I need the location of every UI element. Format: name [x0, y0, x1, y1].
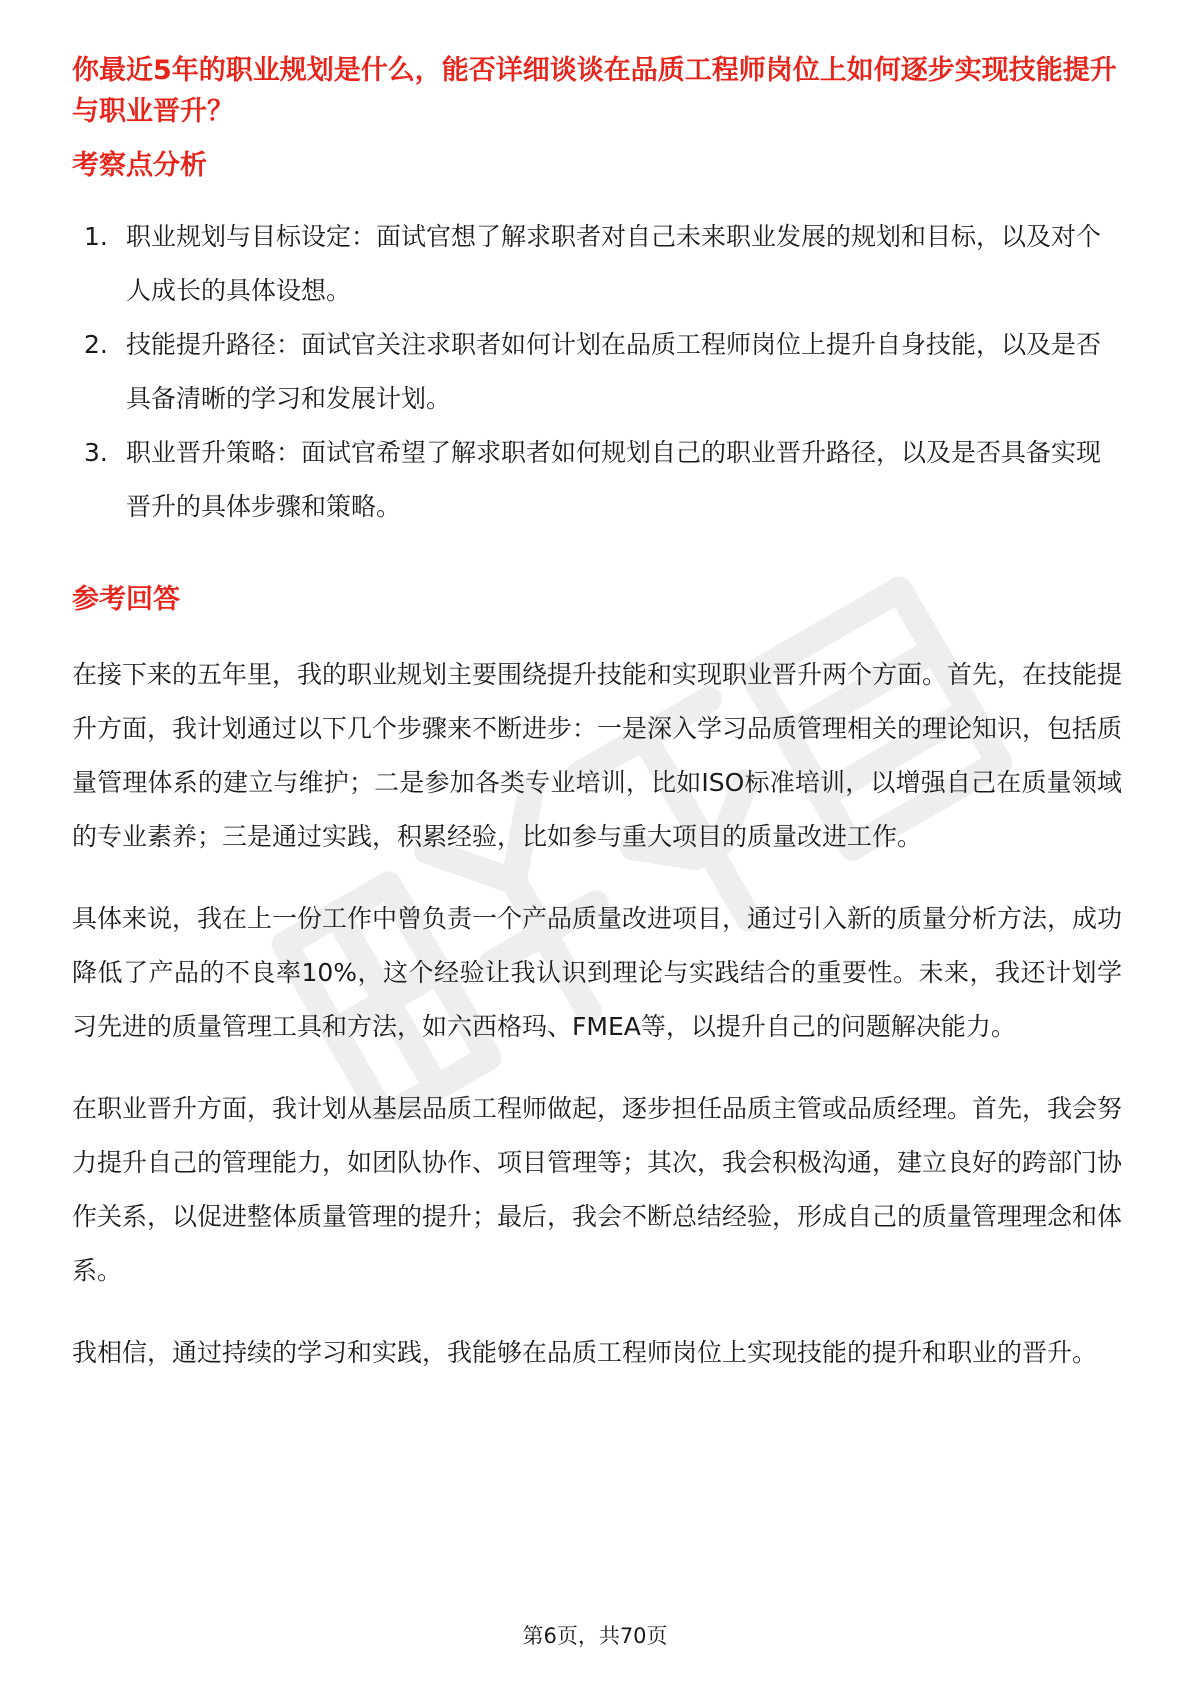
answer-paragraph: 在接下来的五年里，我的职业规划主要围绕提升技能和实现职业晋升两个方面。首先，在技能提升方面，我计划通过以下几个步骤来不断进步：一是深入学习品质管理相关的理论知识，包括质量管理体系的建立与维护；二是参加各类专业培训，比如ISO标准培训，以增强自己在质量领域的专业素养；三是通过实践，积累经验，比如参与重大项目的质量改进工作。 [72, 660, 1123, 851]
answer-heading: 参考回答 [72, 584, 180, 615]
list-item-text: 职业规划与目标设定：面试官想了解求职者对自己未来职业发展的规划和目标，以及对个人成长的具体设想。 [126, 222, 1102, 305]
list-item-number: 1. [84, 222, 108, 251]
answer-paragraph: 我相信，通过持续的学习和实践，我能够在品质工程师岗位上实现技能的提升和职业的晋升。 [72, 1338, 1098, 1367]
document-content [72, 50, 1122, 1380]
answer-paragraph: 具体来说，我在上一份工作中曾负责一个产品质量改进项目，通过引入新的质量分析方法，成功降低了产品的不良率10%，这个经验让我认识到理论与实践结合的重要性。未来，我还计划学习先进的质量管理工具和方法，如六西格玛、FMEA等，以提升自己的问题解决能力。 [72, 904, 1123, 1041]
page-number-footer: 第6页，共70页 [522, 1624, 668, 1648]
list-item-text: 职业晋升策略：面试官希望了解求职者如何规划自己的职业晋升路径，以及是否具备实现晋升的具体步骤和策略。 [126, 438, 1102, 521]
list-item [72, 210, 1122, 318]
list-item [72, 318, 1122, 426]
question-title: 你最近5年的职业规划是什么，能否详细谈谈在品质工程师岗位上如何逐步实现技能提升与职业晋升？ [72, 55, 1117, 127]
list-item-text: 技能提升路径：面试官关注求职者如何计划在品质工程师岗位上提升自身技能，以及是否具备清晰的学习和发展计划。 [126, 330, 1102, 413]
analysis-points-list [72, 210, 1122, 534]
list-item-number: 2. [84, 330, 108, 359]
analysis-heading: 考察点分析 [72, 150, 207, 181]
list-item-number: 3. [84, 438, 108, 467]
list-item [72, 426, 1122, 534]
answer-paragraph: 在职业晋升方面，我计划从基层品质工程师做起，逐步担任品质主管或品质经理。首先，我会努力提升自己的管理能力，如团队协作、项目管理等；其次，我会积极沟通，建立良好的跨部门协作关系，以促进整体质量管理的提升；最后，我会不断总结经验，形成自己的质量管理理念和体系。 [72, 1094, 1123, 1285]
